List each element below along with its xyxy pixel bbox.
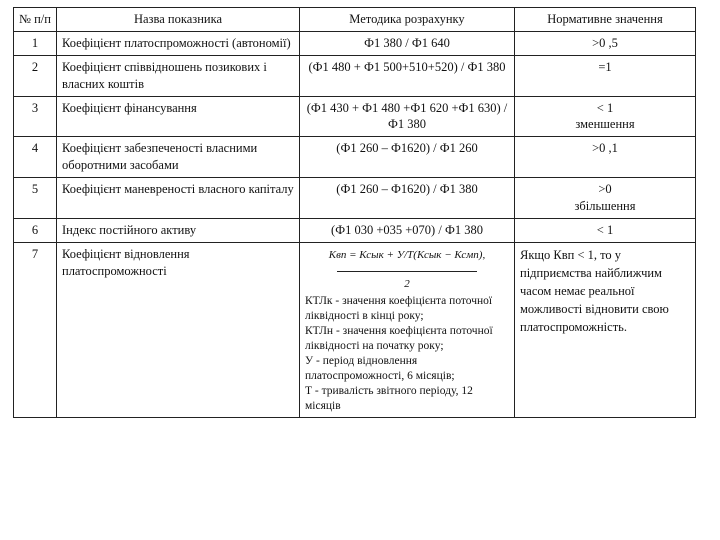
row-num: 3 <box>14 96 57 137</box>
row-norm <box>515 96 696 137</box>
row-norm-note: збільшення <box>574 198 636 213</box>
row-num: 6 <box>14 218 57 242</box>
row-norm-value: < 1 <box>596 100 614 115</box>
row-norm-value: =1 <box>598 59 612 74</box>
row-method: (Ф1 480 + Ф1 500+510+520) / Ф1 380 <box>300 55 515 96</box>
row-norm-value: >0 <box>598 182 612 196</box>
row-method <box>300 242 515 417</box>
row-norm <box>515 178 696 219</box>
row-method: (Ф1 260 – Ф1620) / Ф1 380 <box>300 178 515 219</box>
row-norm-value: < 1 <box>596 222 614 237</box>
table-row <box>14 178 696 219</box>
header-name: Назва показника <box>57 8 300 32</box>
table-row <box>14 137 696 178</box>
row-method: Ф1 380 / Ф1 640 <box>300 31 515 55</box>
row-method: (Ф1 260 – Ф1620) / Ф1 260 <box>300 137 515 178</box>
row-method: (Ф1 430 + Ф1 480 +Ф1 620 +Ф1 630) / Ф1 380 <box>300 96 515 137</box>
table-header-row <box>14 8 696 32</box>
row-norm <box>515 55 696 96</box>
fraction-line <box>337 271 477 272</box>
table-row <box>14 31 696 55</box>
row-num: 1 <box>14 31 57 55</box>
row-name: Коефіцієнт забезпеченості власними оборотними засобами <box>57 137 300 178</box>
formula-numerator: Квп = Ксык + У/Т(Ксык − Ксмп), <box>328 248 486 261</box>
table-row <box>14 242 696 417</box>
row-name: Коефіцієнт маневреності власного капіталу <box>57 178 300 219</box>
row-norm <box>515 137 696 178</box>
row-num: 5 <box>14 178 57 219</box>
definition-u: У - період відновлення платоспроможності, 6 місяців; <box>305 354 455 382</box>
header-method: Методика розрахунку <box>300 8 515 32</box>
row-name: Індекс постійного активу <box>57 218 300 242</box>
header-norm: Нормативне значення <box>515 8 696 32</box>
formula-denominator: 2 <box>404 278 410 291</box>
definition-t: Т - тривалість звітного періоду, 12 місяців <box>305 384 473 412</box>
row-name: Коефіцієнт співвідношень позикових і власних коштів <box>57 55 300 96</box>
header-num: № п/п <box>14 8 57 32</box>
row-norm <box>515 218 696 242</box>
definition-ktln: КТЛн - значення коефіцієнта поточної ліквідності на початку року; <box>305 325 493 352</box>
recovery-formula <box>305 248 509 293</box>
definition-ktlk: КТЛк - значення коефіцієнта поточної ліквідності в кінці року; <box>305 295 493 323</box>
row-norm: Якщо Квп < 1, то у підприємства найближчим часом немає реальної можливості відновити свою платоспроможність. <box>515 242 696 417</box>
table-row <box>14 55 696 96</box>
row-num: 7 <box>14 242 57 417</box>
row-name: Коефіцієнт фінансування <box>57 96 300 137</box>
row-norm <box>515 31 696 55</box>
row-name: Коефіцієнт платоспроможності (автономії) <box>57 31 300 55</box>
row-method: (Ф1 030 +035 +070) / Ф1 380 <box>300 218 515 242</box>
table-row <box>14 218 696 242</box>
row-name: Коефіцієнт відновлення платоспроможності <box>57 242 300 417</box>
table-row <box>14 96 696 137</box>
row-norm-note: зменшення <box>575 117 635 132</box>
row-norm-value: >0 ,1 <box>592 141 618 156</box>
indicators-table <box>13 7 696 418</box>
row-num: 4 <box>14 137 57 178</box>
row-norm-value: >0 ,5 <box>592 35 618 50</box>
row-num: 2 <box>14 55 57 96</box>
